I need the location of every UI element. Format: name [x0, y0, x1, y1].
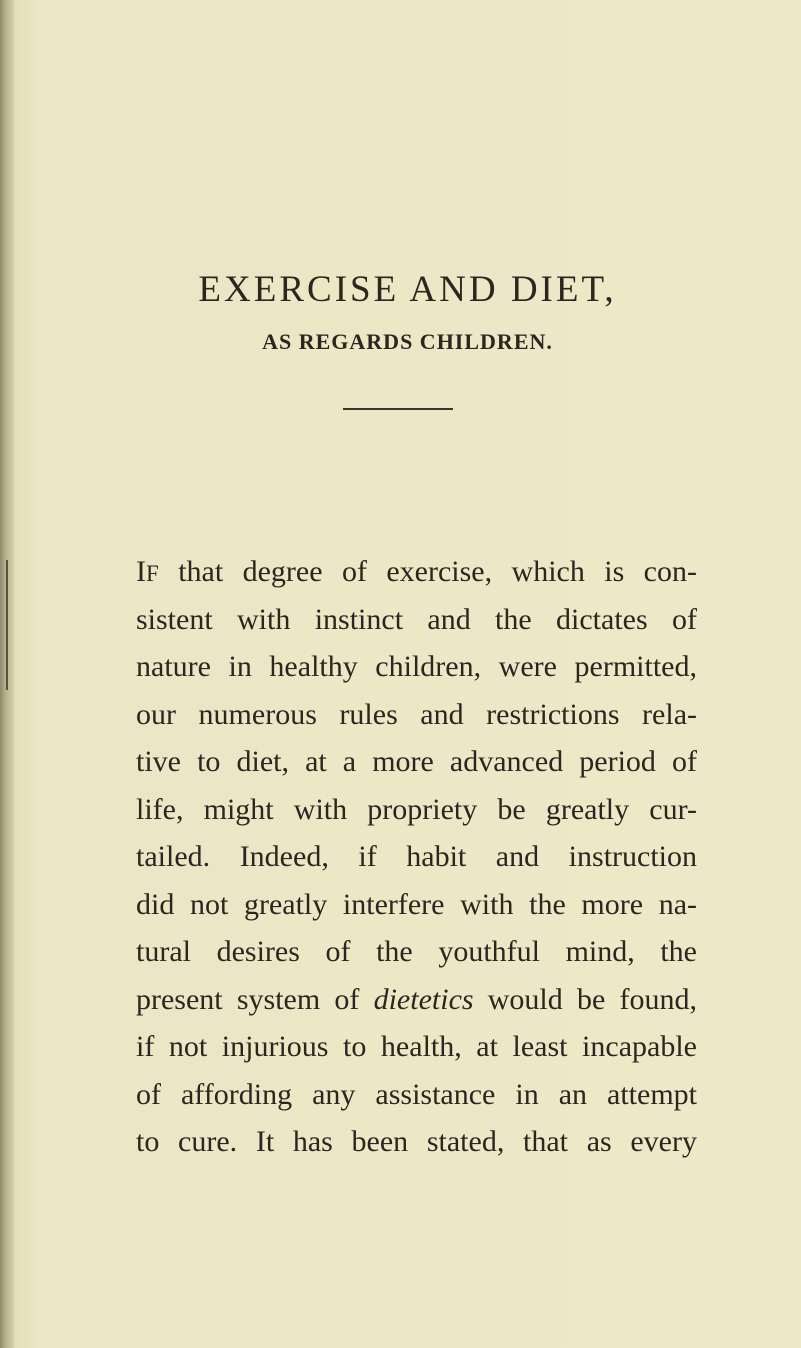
text-line-2: sistent with instinct and the dictates of [136, 602, 697, 636]
text-line-10 [136, 976, 697, 1024]
small-caps-letter: F [146, 561, 159, 586]
text-line-6: life, might with propriety be greatly cur- [136, 792, 697, 826]
text-line-9: tural desires of the youthful mind, the [136, 935, 697, 968]
text-line-12: of affording any assistance in an attempt [136, 1077, 697, 1111]
chapter-title: EXERCISE AND DIET, [198, 269, 617, 310]
italic-term: dietetics [373, 982, 474, 1016]
text-line-7: tailed. Indeed, if habit and instruction [136, 840, 697, 873]
text-line-8: did not greatly interfere with the more na- [136, 887, 697, 921]
text-line-3: nature in healthy children, were permitted, [136, 650, 697, 683]
text-line-4: our numerous rules and restrictions rela- [136, 697, 697, 731]
text-line-5: tive to diet, at a more advanced period of [136, 745, 697, 778]
body-paragraph [136, 548, 697, 1166]
gutter-shadow-line [6, 560, 8, 690]
text-line-10-after: would be found, [473, 982, 697, 1016]
chapter-subtitle: AS REGARDS CHILDREN. [262, 329, 553, 354]
text-line-13: to cure. It has been stated, that as every [136, 1125, 697, 1158]
text-line-1-rest: that degree of exercise, which is con- [158, 555, 697, 588]
text-line-11: if not injurious to health, at least incapable [136, 1030, 697, 1063]
text-line-10-before: present system of [136, 982, 374, 1016]
drop-capital: I [136, 555, 146, 588]
text-line-1 [136, 548, 697, 596]
title-rule-divider [343, 408, 453, 410]
